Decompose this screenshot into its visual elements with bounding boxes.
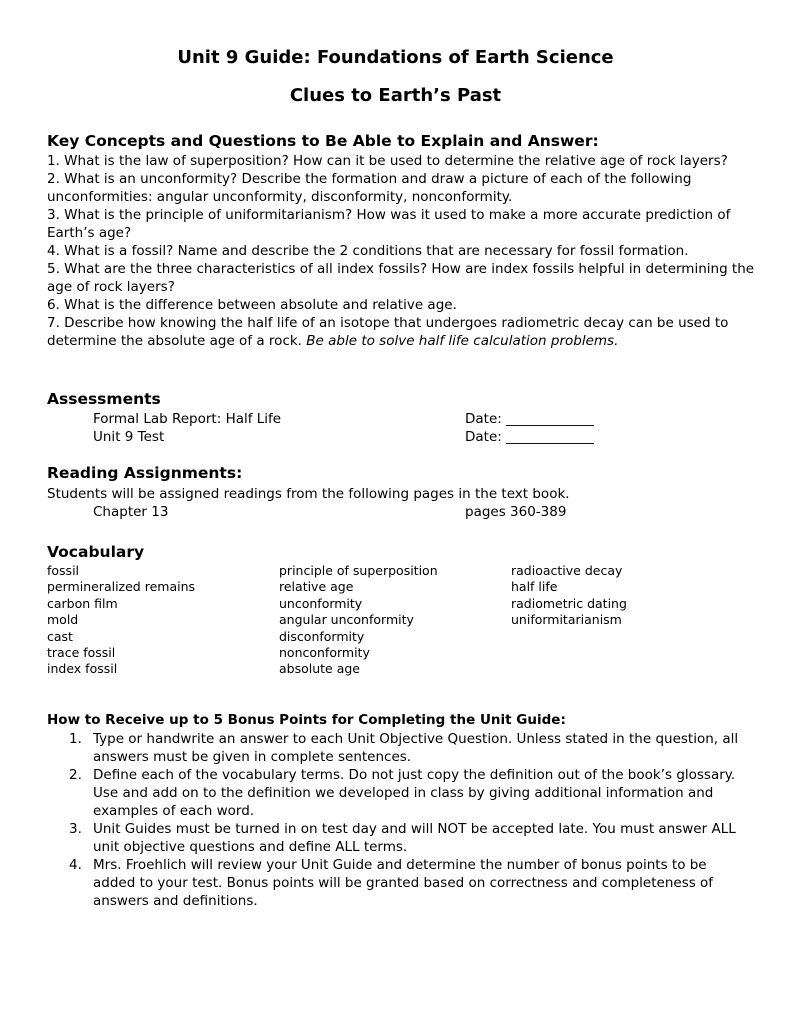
vocab-term: principle of superposition [279, 563, 438, 578]
vocab-term: fossil [47, 563, 80, 578]
question-item: 6. What is the difference between absolute and relative age. [47, 297, 457, 313]
bonus-list [69, 730, 743, 910]
vocabulary-column-3 [511, 563, 627, 629]
bonus-item-text: Mrs. Froehlich will review your Unit Guide and determine the number of bonus points to be added to your test. Bonus points will be granted based on correctness and completeness of answers and definitions. [93, 857, 714, 909]
question-item: 1. What is the law of superposition? How can it be used to determine the relative age of rock layers? [47, 153, 728, 169]
bonus-item [69, 730, 743, 766]
assessment-date: Date: _____________ [465, 429, 594, 445]
bonus-item-number: 3. [69, 821, 82, 837]
question-7-emphasis: Be able to solve half life calculation problems. [306, 333, 619, 349]
vocab-term: index fossil [47, 661, 118, 677]
vocab-term: nonconformity [279, 645, 370, 661]
bonus-item-text: Unit Guides must be turned in on test day and will NOT be accepted late. You must answer ALL unit objective questions and define ALL terms. [93, 821, 736, 855]
assessment-date: Date: _____________ [465, 411, 594, 427]
question-item: 4. What is a fossil? Name and describe the 2 conditions that are necessary for fossil formation. [47, 243, 689, 259]
question-item: 2. What is an unconformity? Describe the formation and draw a picture of each of the following unconformities: angular unconformity, disconformity, nonconformity. [47, 171, 692, 205]
bonus-item-text: Define each of the vocabulary terms. Do not just copy the definition out of the book’s glossary. Use and add on to the definition we developed in class by giving additional information and examples of each word. [93, 767, 736, 819]
key-concepts-heading: Key Concepts and Questions to Be Able to Explain and Answer: [47, 132, 599, 150]
bonus-item [69, 856, 743, 910]
vocab-term: carbon film [47, 595, 118, 611]
reading-heading: Reading Assignments: [47, 464, 243, 482]
vocab-term: relative age [279, 579, 354, 595]
vocabulary-column-1 [47, 563, 195, 678]
vocabulary-column-2 [279, 563, 438, 678]
reading-pages: pages 360-389 [465, 504, 567, 520]
bonus-item-number: 1. [69, 731, 82, 747]
key-concepts-list [47, 152, 767, 350]
assessments-heading: Assessments [47, 390, 161, 408]
bonus-item-number: 2. [69, 767, 82, 783]
vocab-term: permineralized remains [47, 579, 196, 595]
reading-intro: Students will be assigned readings from the following pages in the text book. [47, 486, 570, 502]
vocab-term: half life [511, 579, 558, 595]
vocab-term: absolute age [279, 661, 360, 677]
question-item: 3. What is the principle of uniformitarianism? How was it used to make a more accurate prediction of Earth’s age? [47, 207, 731, 241]
vocab-term: radiometric dating [511, 595, 627, 611]
question-item [47, 314, 767, 350]
assessment-name: Formal Lab Report: Half Life [93, 411, 282, 427]
vocab-term: disconformity [279, 628, 365, 644]
vocab-term: radioactive decay [511, 563, 623, 578]
question-7-text: 7. Describe how knowing the half life of an isotope that undergoes radiometric decay can be used to determine the absolute age of a rock. [47, 315, 729, 349]
assessment-name: Unit 9 Test [93, 429, 165, 445]
page-title: Unit 9 Guide: Foundations of Earth Science [177, 47, 614, 68]
reading-chapter: Chapter 13 [93, 504, 169, 520]
vocab-term: angular unconformity [279, 612, 414, 628]
bonus-item [69, 766, 743, 820]
vocab-term: mold [47, 612, 79, 628]
bonus-item-number: 4. [69, 857, 82, 873]
question-item: 5. What are the three characteristics of all index fossils? How are index fossils helpful in determining the age of rock layers? [47, 261, 755, 295]
vocabulary-heading: Vocabulary [47, 543, 145, 561]
vocab-term: trace fossil [47, 645, 116, 661]
vocab-term: unconformity [279, 595, 363, 611]
page-subtitle: Clues to Earth’s Past [289, 85, 502, 106]
bonus-item-text: Type or handwrite an answer to each Unit Objective Question. Unless stated in the question, all answers must be given in complete sentences. [93, 731, 739, 765]
vocab-term: uniformitarianism [511, 612, 622, 628]
bonus-heading: How to Receive up to 5 Bonus Points for Completing the Unit Guide: [47, 712, 566, 728]
vocab-term: cast [47, 628, 73, 644]
bonus-item [69, 820, 743, 856]
